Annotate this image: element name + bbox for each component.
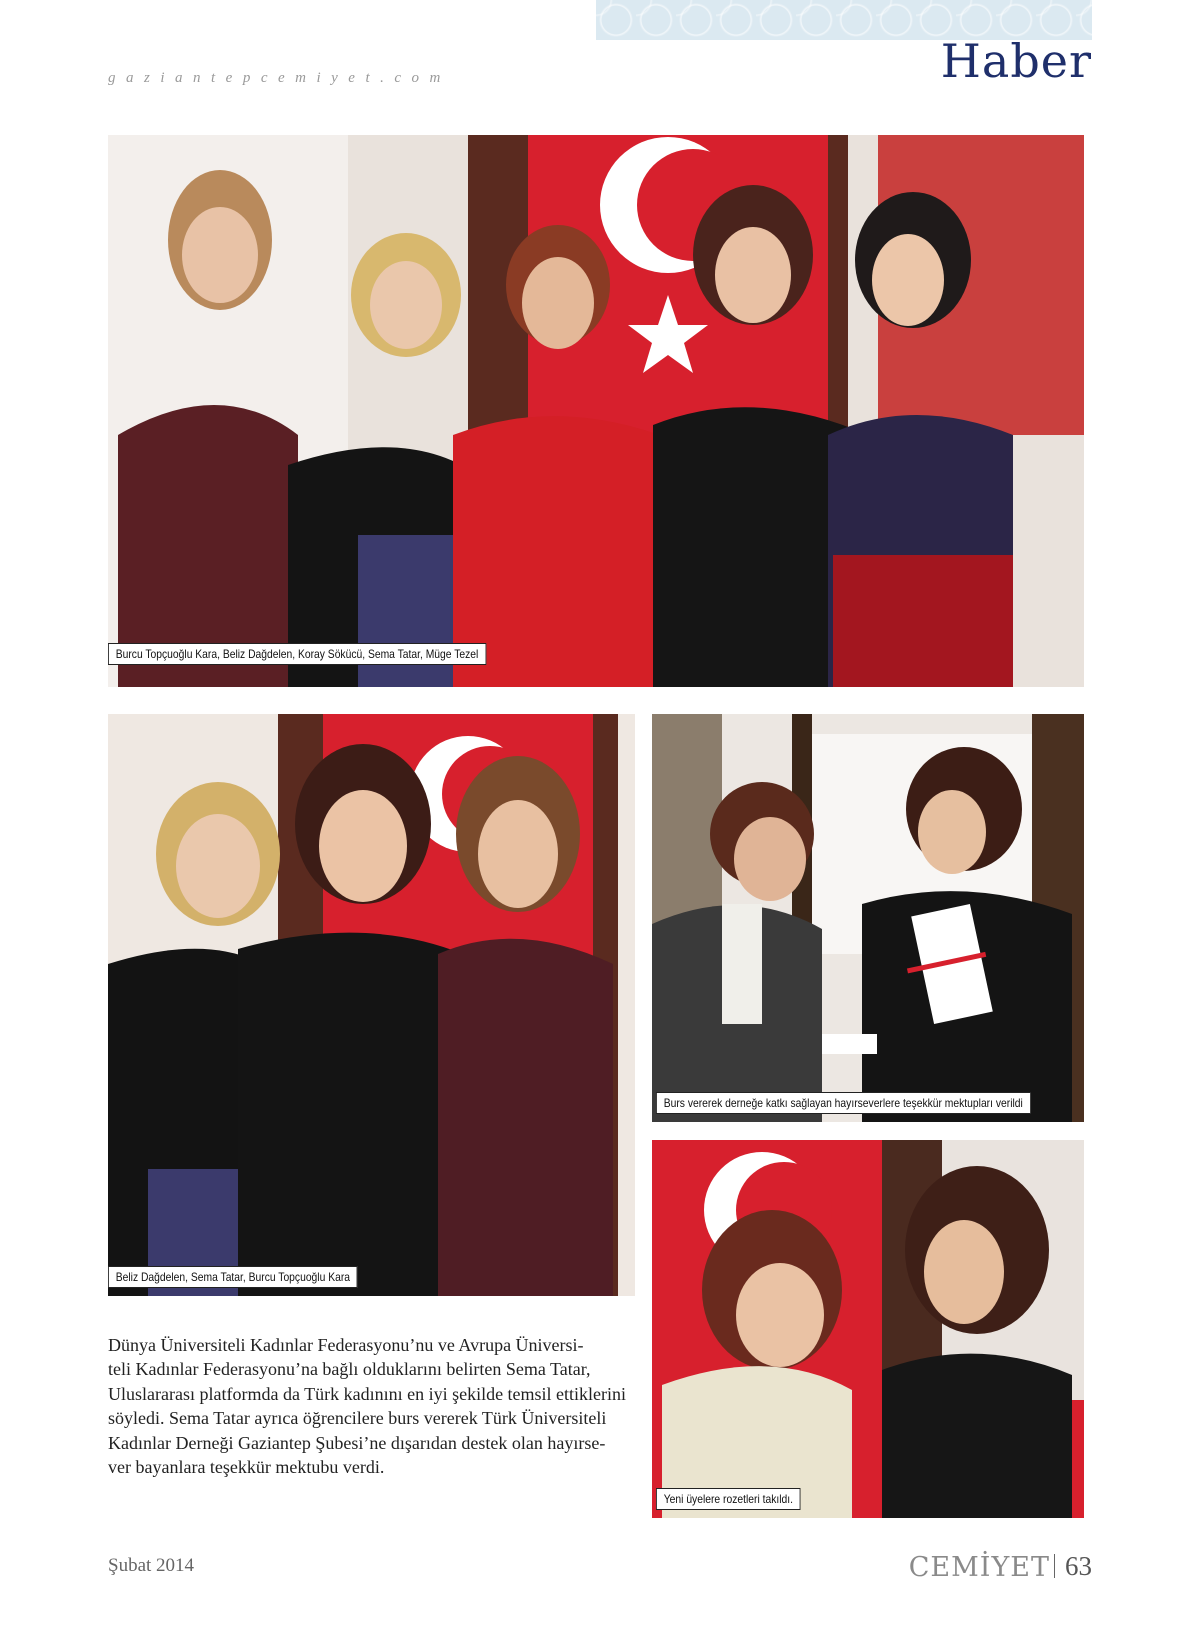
article-line: Kadınlar Derneği Gaziantep Şubesi’ne dışarıdan destek olan hayırse- xyxy=(108,1432,606,1453)
photo-group-three xyxy=(108,714,635,1296)
photo-caption: Yeni üyelere rozetleri takıldı. xyxy=(656,1488,801,1510)
article-line: teli Kadınlar Federasyonu’na bağlı olduklarını belirten Sema Tatar, xyxy=(108,1359,591,1380)
article-line: söyledi. Sema Tatar ayrıca öğrencilere burs vererek Türk Üniversiteli xyxy=(108,1408,607,1429)
photo-caption: Burs vererek derneğe katkı sağlayan hayırseverlere teşekkür mektupları verildi xyxy=(656,1092,1031,1114)
photo-caption: Burcu Topçuoğlu Kara, Beliz Dağdelen, Koray Sökücü, Sema Tatar, Müge Tezel xyxy=(108,643,486,665)
photo-group-five xyxy=(108,135,1084,687)
photo-caption: Beliz Dağdelen, Sema Tatar, Burcu Topçuoğlu Kara xyxy=(108,1266,358,1288)
article-line: ver bayanlara teşekkür mektubu verdi. xyxy=(108,1457,385,1478)
photo-letters-ceremony xyxy=(652,714,1084,1122)
site-url: gaziantepcemiyet.com xyxy=(108,70,451,86)
footer-magazine: CEMİYET xyxy=(908,1552,1050,1583)
page-number: 63 xyxy=(1065,1551,1092,1581)
article-line: Uluslararası platformda da Türk kadınını en iyi şekilde temsil ettiklerini xyxy=(108,1383,627,1404)
photo-badge-pinning xyxy=(652,1140,1084,1518)
article-line: Dünya Üniversiteli Kadınlar Federasyonu’nu ve Avrupa Üniversi- xyxy=(108,1335,584,1355)
footer-divider xyxy=(1054,1554,1055,1578)
footer-date: Şubat 2014 xyxy=(108,1555,195,1576)
section-title: Haber xyxy=(940,34,1092,88)
article-body xyxy=(108,1333,628,1479)
